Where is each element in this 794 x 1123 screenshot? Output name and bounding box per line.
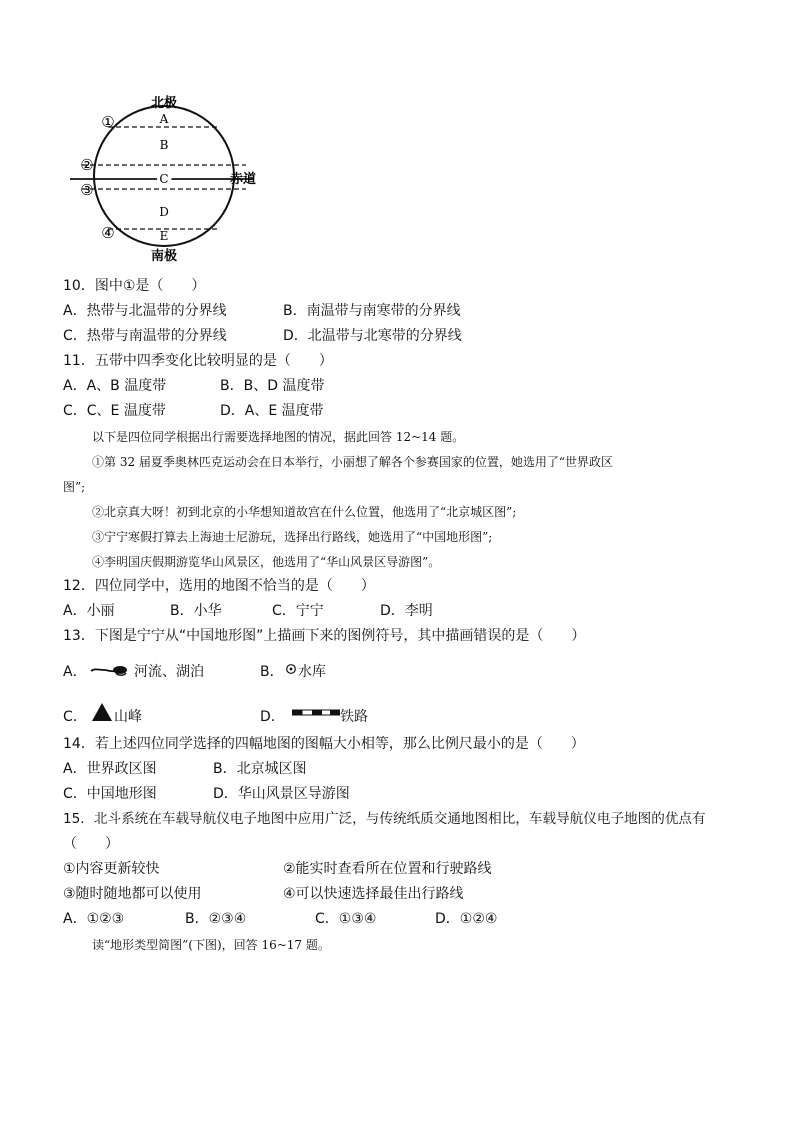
q10-option-a[interactable]: A．热带与北温带的分界线 xyxy=(63,303,227,319)
q12-option-b[interactable]: B．小华 xyxy=(170,603,222,619)
passage-item-1-cont: 图”; xyxy=(63,480,86,494)
q13-option-c[interactable] xyxy=(63,708,87,726)
temperature-zone-diagram xyxy=(70,92,270,267)
q14-option-a[interactable]: A．世界政区图 xyxy=(63,761,157,777)
q15-option-d[interactable]: D．①②④ xyxy=(435,911,498,927)
q13-option-b[interactable] xyxy=(260,663,284,681)
q13-option-a-label: 河流、湖泊 xyxy=(134,664,204,680)
railway-icon xyxy=(292,709,340,717)
q13-option-c-label: 山峰 xyxy=(114,709,142,725)
q15-option-c[interactable]: C．①③④ xyxy=(315,911,377,927)
q15-option-b[interactable]: B．②③④ xyxy=(185,911,247,927)
q13-stem: 13．下图是宁宁从“中国地形图”上描画下来的图例符号，其中描画错误的是（ ） xyxy=(63,628,586,644)
q13-option-a[interactable] xyxy=(63,663,87,681)
q13-option-d[interactable] xyxy=(260,708,285,726)
north-pole-label: 北极 xyxy=(150,96,178,111)
river-lake-icon xyxy=(90,664,130,678)
q11-option-b[interactable]: B．B、D 温度带 xyxy=(220,378,325,394)
equator-label: 赤道 xyxy=(230,172,257,187)
zone-d-label: D xyxy=(159,205,169,219)
q12-option-c[interactable]: C．宁宁 xyxy=(272,603,324,619)
q10-stem: 10．图中①是（ ） xyxy=(63,278,206,294)
q15-option-a[interactable]: A．①②③ xyxy=(63,911,125,927)
passage-item-4: ④李明国庆假期游览华山风景区，他选用了“华山风景区导游图”。 xyxy=(92,555,441,569)
line-1-label: ① xyxy=(101,113,115,131)
zone-e-label: E xyxy=(159,229,169,243)
q13-option-d-prefix: D． xyxy=(260,709,285,725)
reservoir-icon xyxy=(285,663,297,675)
q13-option-d-label: 铁路 xyxy=(340,709,368,725)
q13-option-c-prefix: C． xyxy=(63,709,87,725)
q13-option-b-prefix: B． xyxy=(260,664,284,680)
line-2-label: ② xyxy=(80,156,94,174)
passage-item-2: ②北京真大呀！初到北京的小华想知道故宫在什么位置，他选用了“北京城区图”; xyxy=(92,505,517,519)
q14-stem: 14．若上述四位同学选择的四幅地图的图幅大小相等，那么比例尺最小的是（ ） xyxy=(63,736,585,752)
q15-statement-4: ④可以快速选择最佳出行路线 xyxy=(283,886,464,902)
q15-statement-2: ②能实时查看所在位置和行驶路线 xyxy=(283,861,492,877)
line-4-label: ④ xyxy=(101,224,115,242)
closing-instruction: 读“地形类型简图”(下图)，回答 16~17 题。 xyxy=(92,938,330,952)
q15-paren: （ ） xyxy=(63,836,119,852)
q15-statement-3: ③随时随地都可以使用 xyxy=(63,886,202,902)
q12-stem: 12．四位同学中，选用的地图不恰当的是（ ） xyxy=(63,578,375,594)
q11-option-a[interactable]: A．A、B 温度带 xyxy=(63,378,167,394)
q13-option-b-label: 水库 xyxy=(298,664,326,680)
passage-item-1: ①第 32 届夏季奥林匹克运动会在日本举行，小丽想了解各个参赛国家的位置，她选用了“世界政区 xyxy=(92,455,614,469)
q12-option-d[interactable]: D．李明 xyxy=(380,603,433,619)
line-3-label: ③ xyxy=(80,181,94,199)
q14-option-b[interactable]: B．北京城区图 xyxy=(213,761,307,777)
zone-a-label: A xyxy=(159,112,169,126)
q11-option-c[interactable]: C．C、E 温度带 xyxy=(63,403,166,419)
south-pole-label: 南极 xyxy=(150,249,178,264)
q14-option-c[interactable]: C．中国地形图 xyxy=(63,786,157,802)
q11-option-d[interactable]: D．A、E 温度带 xyxy=(220,403,324,419)
mountain-peak-icon xyxy=(91,702,113,722)
q15-statement-1: ①内容更新较快 xyxy=(63,861,160,877)
q13-option-a-prefix: A． xyxy=(63,664,87,680)
q15-stem: 15．北斗系统在车载导航仪电子地图中应用广泛，与传统纸质交通地图相比，车载导航仪电子地图的优点有 xyxy=(63,811,706,827)
zone-c-label: C xyxy=(159,172,169,186)
q12-option-a[interactable]: A．小丽 xyxy=(63,603,115,619)
zone-b-label: B xyxy=(159,138,169,152)
q10-option-b[interactable]: B．南温带与南寒带的分界线 xyxy=(283,303,461,319)
q10-option-d[interactable]: D．北温带与北寒带的分界线 xyxy=(283,328,462,344)
q10-option-c[interactable]: C．热带与南温带的分界线 xyxy=(63,328,227,344)
q11-stem: 11．五带中四季变化比较明显的是（ ） xyxy=(63,353,333,369)
passage-item-3: ③宁宁寒假打算去上海迪士尼游玩，选择出行路线，她选用了“中国地形图”; xyxy=(92,530,493,544)
passage-intro: 以下是四位同学根据出行需要选择地图的情况，据此回答 12~14 题。 xyxy=(92,430,465,444)
q14-option-d[interactable]: D．华山风景区导游图 xyxy=(213,786,350,802)
